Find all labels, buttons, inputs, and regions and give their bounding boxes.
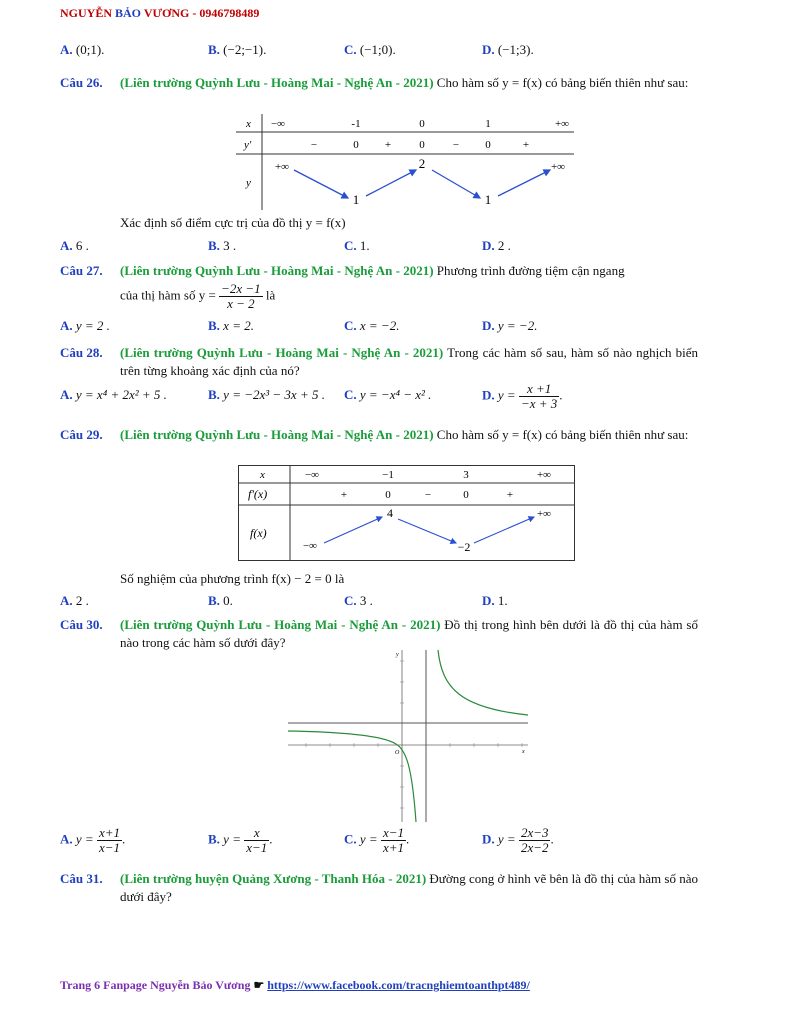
q26-y-val: 1 (484, 192, 492, 207)
header-name-2: BẢO (115, 6, 144, 20)
question-number: Câu 31. (60, 871, 103, 886)
footer-fanpage: Fanpage Nguyễn Bảo Vương (103, 978, 254, 992)
q26-options (60, 238, 640, 260)
q26-arrows (294, 170, 550, 198)
question-30: Câu 30. (Liên trường Quỳnh Lưu - Hoàng Mai - Nghệ An - 2021) Đồ thị trong hình bên dưới là đồ thị của hàm số nào trong các hàm số dưới đây? (60, 617, 698, 650)
q25-option-d[interactable]: D. (−1;3). (482, 42, 534, 57)
q26-x-val: +∞ (554, 118, 570, 130)
q30-curve-right (438, 650, 528, 715)
q25-option-a[interactable]: A. (0;1). (60, 42, 105, 57)
q29-f-label: f(x) (250, 526, 267, 540)
q28-option-b[interactable]: B. y = −2x³ − 3x + 5 . (208, 387, 325, 402)
question-28: Câu 28. (Liên trường Quỳnh Lưu - Hoàng Mai - Nghệ An - 2021) Trong các hàm số sau, hàm số nào nghịch biến trên từng khoảng xác định của nó? (60, 345, 698, 378)
hand-icon: ☛ (253, 978, 268, 992)
q27-option-d[interactable]: D. y = −2. (482, 318, 538, 333)
q29-f-val: +∞ (536, 508, 552, 520)
q29-fp-label: f'(x) (248, 487, 268, 501)
page-header (60, 6, 259, 21)
q26-yp-val: 0 (485, 139, 491, 151)
page-footer (60, 978, 530, 993)
q29-fp-val: 0 (385, 489, 391, 501)
q26-x-val: 0 (419, 118, 425, 130)
q29-option-b[interactable]: B. 0. (208, 593, 233, 608)
q29-x-val: +∞ (536, 469, 552, 481)
q29-option-a[interactable]: A. 2 . (60, 593, 89, 608)
q26-yp-label: y' (244, 139, 252, 151)
q30-ticks (306, 661, 522, 808)
question-number: Câu 28. (60, 345, 103, 360)
question-26 (60, 74, 700, 114)
q26-y-val: +∞ (274, 161, 290, 173)
header-name-1: NGUYỄN (60, 6, 116, 20)
q26-x-val: −∞ (270, 118, 286, 130)
q25-option-c[interactable]: C. (−1;0). (344, 42, 396, 57)
q29-f-val: −∞ (302, 540, 318, 552)
q25-options (60, 42, 640, 64)
q30-options (60, 826, 640, 860)
q27-option-a[interactable]: A. y = 2 . (60, 318, 110, 333)
question-number: Câu 27. (60, 263, 103, 278)
q26-option-a[interactable]: A. 6 . (60, 238, 89, 253)
question-number: Câu 29. (60, 427, 103, 442)
q26-y-val: +∞ (550, 161, 566, 173)
q28-option-c[interactable]: C. y = −x⁴ − x² . (344, 387, 432, 402)
q26-yp-val: − (452, 139, 460, 151)
q29-fp-val: + (506, 489, 514, 501)
q25-option-b[interactable]: B. (−2;−1). (208, 42, 267, 57)
q28-option-d[interactable]: D. y = $\frac{x +1}{-x + 3}$ . (482, 381, 563, 411)
footer-link[interactable]: https://www.facebook.com/tracnghiemtoanthpt489/ (267, 978, 530, 992)
q30-option-c[interactable]: C. y = $\frac{x-1}{x+1}$ . (344, 825, 410, 855)
q29-f-val: −2 (457, 540, 471, 554)
q26-yp-val: 0 (353, 139, 359, 151)
q27-option-b[interactable]: B. x = 2. (208, 318, 254, 333)
q26-yp-val: + (522, 139, 530, 151)
q29-options (60, 593, 640, 615)
question-29: Câu 29. (Liên trường Quỳnh Lưu - Hoàng Mai - Nghệ An - 2021) Cho hàm số y = f(x) có bảng biến thiên như sau: (60, 427, 689, 442)
q26-question: Xác định số điểm cực trị của đồ thị y = f(x) (120, 215, 346, 230)
q26-y-val: 2 (418, 156, 426, 171)
q26-yp-val: 0 (419, 139, 425, 151)
q30-y-label: y (396, 652, 399, 658)
q29-arrows (324, 517, 534, 543)
header-name-3: VƯƠNG - 0946798489 (143, 6, 260, 20)
question-number: Câu 26. (60, 75, 103, 90)
q27-options (60, 318, 640, 340)
question-31: Câu 31. (Liên trường huyện Quảng Xương - Thanh Hóa - 2021) Đường cong ở hình vẽ bên là đồ thị của hàm số nào dưới đây? (60, 871, 698, 904)
q29-fp-val: − (424, 489, 432, 501)
q30-option-b[interactable]: B. y = $\frac{x}{x-1}$ . (208, 825, 273, 855)
q26-option-c[interactable]: C. 1. (344, 238, 370, 253)
q30-option-a[interactable]: A. y = $\frac{x+1}{x-1}$ . (60, 825, 126, 855)
q29-option-c[interactable]: C. 3 . (344, 593, 373, 608)
question-27: Câu 27. (Liên trường Quỳnh Lưu - Hoàng Mai - Nghệ An - 2021) Phương trình đường tiệm cận ngang của thị hàm số y = $\frac{-2x -1}{x - 2}$ là (60, 263, 625, 311)
q28-option-a[interactable]: A. y = x⁴ + 2x² + 5 . (60, 387, 167, 402)
question-number: Câu 30. (60, 617, 103, 632)
q26-x-val: 1 (485, 118, 491, 130)
q29-f-val: 4 (387, 506, 393, 520)
q30-x-label: x (522, 749, 525, 755)
q26-y-val: 1 (352, 192, 360, 207)
q29-fp-val: + (340, 489, 348, 501)
footer-page: Trang 6 (60, 978, 104, 992)
q28-options (60, 382, 640, 412)
q29-x-val: −∞ (304, 469, 320, 481)
q26-yp-val: − (310, 139, 318, 151)
question-source: (Liên trường Quỳnh Lưu - Hoàng Mai - Nghệ An - 2021) (120, 75, 434, 90)
q26-yp-val: + (384, 139, 392, 151)
q26-option-b[interactable]: B. 3 . (208, 238, 237, 253)
question-text: Cho hàm số y = f(x) có bảng biến thiên như sau: (433, 75, 689, 90)
q30-graph (284, 648, 532, 824)
q29-fp-val: 0 (463, 489, 469, 501)
q27-option-c[interactable]: C. x = −2. (344, 318, 400, 333)
q29-x-val: −1 (382, 469, 394, 481)
q26-x-val: -1 (351, 118, 361, 130)
q26-option-d[interactable]: D. 2 . (482, 238, 511, 253)
q29-option-d[interactable]: D. 1. (482, 593, 508, 608)
q30-origin-label: O (395, 750, 400, 756)
q30-option-d[interactable]: D. y = $\frac{2x-3}{2x-2}$ . (482, 825, 554, 855)
q26-x-label: x (246, 118, 251, 130)
q26-y-label: y (246, 177, 251, 189)
q26-variation-table (236, 114, 574, 210)
q29-x-val: 3 (463, 469, 469, 481)
q29-question: Số nghiệm của phương trình f(x) − 2 = 0 là (120, 571, 345, 586)
q29-x-label: x (260, 469, 265, 481)
q29-variation-table (238, 465, 575, 561)
